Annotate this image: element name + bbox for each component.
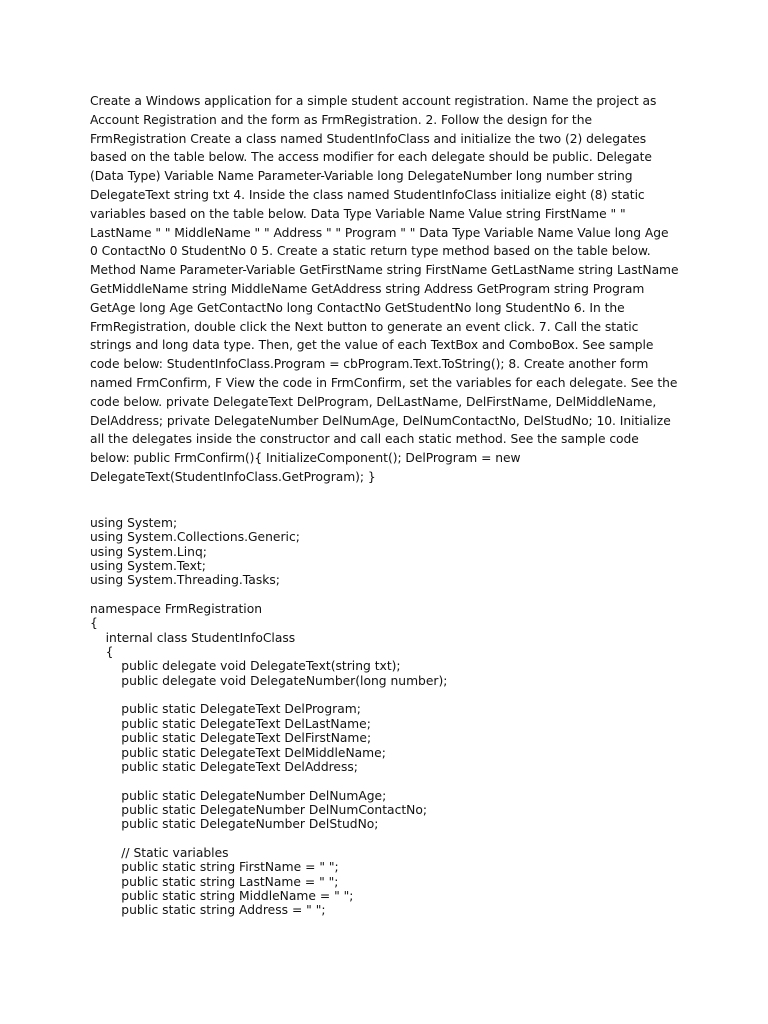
code-line: public static DelegateNumber DelStudNo; [90,817,379,832]
code-line [90,688,447,702]
code-line: using System.Linq; [90,544,207,559]
code-line: public static string Address = " "; [90,903,326,918]
code-line: public static DelegateNumber DelNumAge; [90,788,387,803]
code-line [90,832,447,846]
code-line: public static string FirstName = " "; [90,860,339,875]
code-line: { [90,645,114,660]
code-line: public delegate void DelegateNumber(long number); [90,673,448,688]
code-line: public static DelegateNumber DelNumContactNo; [90,802,428,817]
code-line: public static string LastName = " "; [90,874,339,889]
code-line: public static DelegateText DelMiddleName; [90,745,386,760]
code-line: internal class StudentInfoClass [90,630,296,645]
code-line: using System.Text; [90,559,206,574]
code-line [90,774,447,788]
code-line: // Static variables [90,845,229,860]
code-line: using System.Collections.Generic; [90,530,300,545]
code-line: namespace FrmRegistration [90,602,263,617]
code-line: public delegate void DelegateText(string txt); [90,659,401,674]
code-line [90,588,447,602]
code-line: public static DelegateText DelProgram; [90,702,361,717]
code-block [90,516,447,918]
code-line: public static DelegateText DelLastName; [90,716,371,731]
code-line: public static string MiddleName = " "; [90,888,354,903]
code-line: { [90,616,98,631]
code-line: using System; [90,516,178,530]
code-line: public static DelegateText DelFirstName; [90,731,372,746]
code-line: public static DelegateText DelAddress; [90,759,358,774]
code-line: using System.Threading.Tasks; [90,573,280,588]
instructions-paragraph: Create a Windows application for a simple student account registration. Name the project as Account Registration and the form as FrmRegistration. 2. Follow the design for the FrmRegistration Create a class named StudentInfoClass and initialize the two (2) delegates based on the table below. The access modifier for each delegate should be public. Delegate (Data Type) Variable Name Parameter-Variable long DelegateNumber long number string DelegateText string txt 4. Inside the class named StudentInfoClass initialize eight (8) static variables based on the table below. Data Type Variable Name Value string FirstName " " LastName " " MiddleName " " Address " " Program " " Data Type Variable Name Value long Age 0 ContactNo 0 StudentNo 0 5. Create a static return type method based on the table below. Method Name Parameter-Variable GetFirstName string FirstName GetLastName string LastName GetMiddleName string MiddleName GetAddress string Address GetProgram string Program GetAge long Age GetContactNo long ContactNo GetStudentNo long StudentNo 6. In the FrmRegistration, double click the Next button to generate an event click. 7. Call the static strings and long data type. Then, get the value of each TextBox and ComboBox. See sample code below: StudentInfoClass.Program = cbProgram.Text.ToString(); 8. Create another form named FrmConfirm, F View the code in FrmConfirm, set the variables for each delegate. See the code below. private DelegateText DelProgram, DelLastName, DelFirstName, DelMiddleName, DelAddress; private DelegateNumber DelNumAge, DelNumContactNo, DelStudNo; 10. Initialize all the delegates inside the constructor and call each static method. See the sample code below: public FrmConfirm(){ InitializeComponent(); DelProgram = new DelegateText(StudentInfoClass.GetProgram); } [90,94,679,484]
